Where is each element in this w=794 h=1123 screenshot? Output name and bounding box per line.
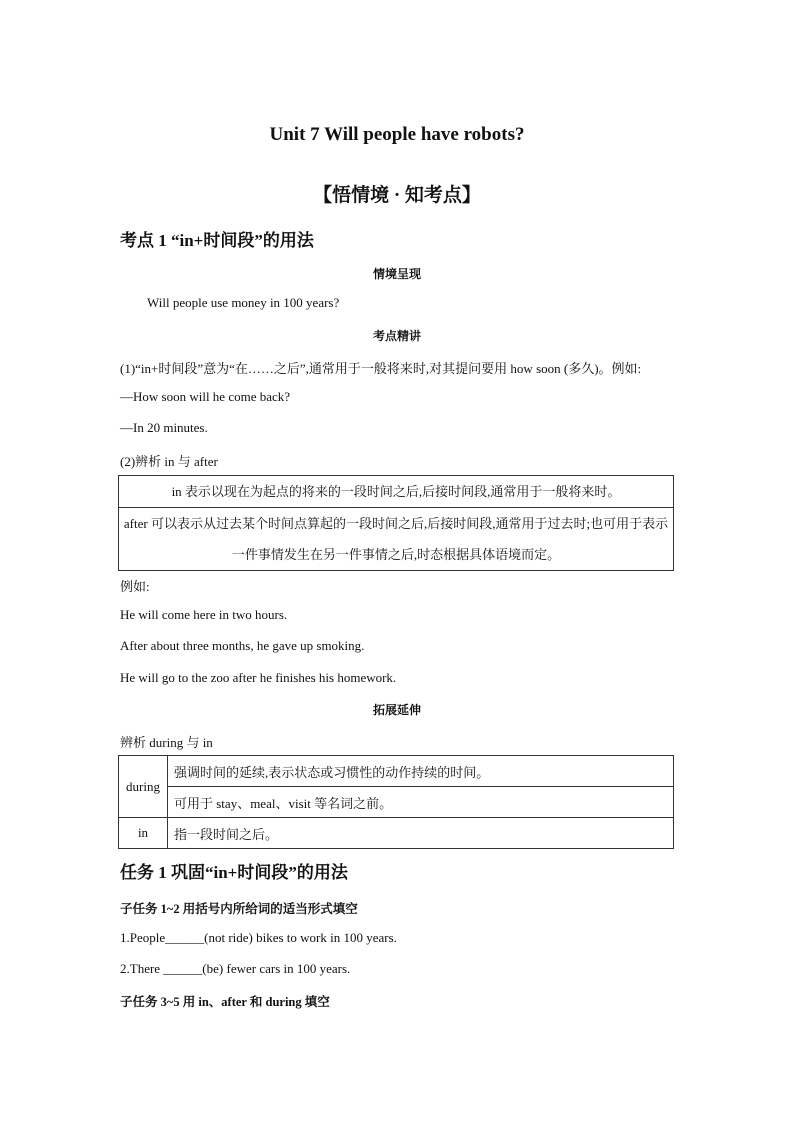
in-key: in bbox=[119, 818, 168, 849]
explain-label: 考点精讲 bbox=[372, 329, 421, 343]
task1-heading: 任务 1 巩固“in+时间段”的用法 bbox=[120, 863, 348, 882]
during-key: during bbox=[119, 756, 168, 818]
in-after-table bbox=[118, 475, 674, 571]
page-title: Unit 7 Will people have robots? bbox=[269, 124, 525, 145]
example-3: He will go to the zoo after he finishes his homework. bbox=[120, 670, 397, 685]
compare-label: 辨析 during 与 in bbox=[120, 735, 213, 750]
example-label: 例如: bbox=[120, 579, 150, 594]
after-row: after 可以表示从过去某个时间点算起的一段时间之后,后接时间段,通常用于过去时;也可用于表示一件事情发生在另一件事情之后,时态根据具体语境而定。 bbox=[119, 508, 674, 571]
explain-line-4: (2)辨析 in 与 after bbox=[120, 454, 218, 469]
in-desc: 指一段时间之后。 bbox=[168, 818, 674, 849]
extend-label: 拓展延伸 bbox=[372, 703, 421, 717]
during-in-table bbox=[118, 755, 674, 849]
during-desc-2: 可用于 stay、meal、visit 等名词之前。 bbox=[168, 787, 674, 818]
point1-heading: 考点 1 “in+时间段”的用法 bbox=[120, 231, 314, 250]
explain-line-2: —How soon will he come back? bbox=[120, 389, 291, 404]
subtask-2-heading: 子任务 3~5 用 in、after 和 during 填空 bbox=[120, 995, 330, 1009]
subtask-1-heading: 子任务 1~2 用括号内所给词的适当形式填空 bbox=[120, 902, 358, 916]
explain-line-1: (1)“in+时间段”意为“在……之后”,通常用于一般将来时,对其提问要用 how soon (多久)。例如: bbox=[120, 361, 642, 376]
in-row: in 表示以现在为起点的将来的一段时间之后,后接时间段,通常用于一般将来时。 bbox=[119, 476, 674, 508]
during-desc-1: 强调时间的延续,表示状态或习惯性的动作持续的时间。 bbox=[168, 756, 674, 787]
scene-label: 情境呈现 bbox=[372, 267, 421, 281]
question-2: 2.There ______(be) fewer cars in 100 years. bbox=[120, 961, 351, 976]
example-1: He will come here in two hours. bbox=[120, 607, 288, 622]
scene-sentence: Will people use money in 100 years? bbox=[147, 295, 340, 310]
example-2: After about three months, he gave up smoking. bbox=[120, 638, 365, 653]
section-heading: 【悟情境 · 知考点】 bbox=[313, 185, 481, 206]
question-1: 1.People______(not ride) bikes to work in 100 years. bbox=[120, 930, 397, 945]
explain-line-3: —In 20 minutes. bbox=[120, 420, 208, 435]
